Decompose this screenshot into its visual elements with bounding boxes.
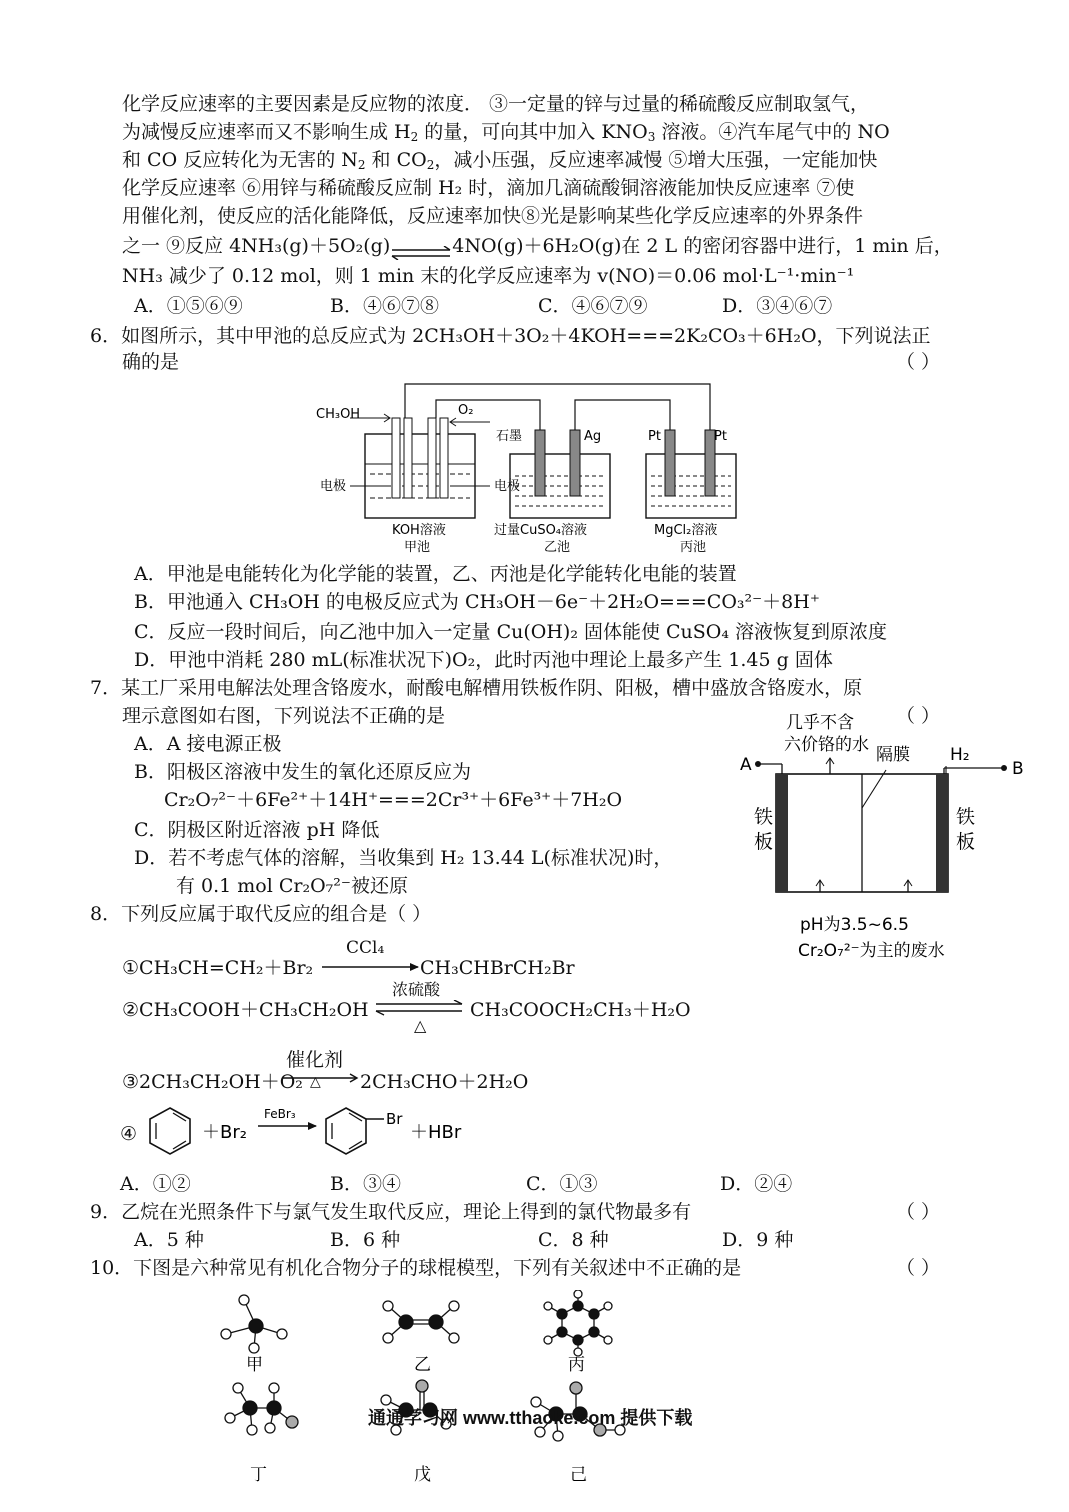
q6-option-d[interactable]: D．甲池中消耗 280 mL(标准状况下)O₂，此时丙池中理论上最多产生 1.45 g 固体 bbox=[134, 649, 833, 671]
q5-line3: 和 CO 反应转化为无害的 $N_2$ 和 $CO_2$，减小压强，反应速率减慢 ⑤增大压强，一定能加快 bbox=[122, 149, 878, 172]
svg-text:铁: 铁 bbox=[956, 806, 976, 828]
svg-text:A: A bbox=[740, 755, 752, 775]
q5-line4: 化学反应速率 ⑥用锌与稀硫酸反应制 H₂ 时，滴加几滴硫酸铜溶液能加快反应速率 ⑦使 bbox=[122, 177, 855, 199]
q6-label-ag: Ag bbox=[584, 429, 602, 444]
q8-reaction3-right: 2CH₃CHO＋2H₂O bbox=[360, 1071, 529, 1093]
svg-text:FeBr₃: FeBr₃ bbox=[264, 1107, 296, 1121]
svg-text:板: 板 bbox=[754, 831, 774, 853]
q5-option-a[interactable]: A．①⑤⑥⑨ bbox=[134, 295, 243, 317]
q6-label-pool2: 乙池 bbox=[544, 540, 571, 555]
q8-reaction1-arrow-icon bbox=[322, 962, 420, 972]
q5-line5: 用催化剂，使反应的活化能降低，反应速率加快⑧光是影响某些化学反应速率的外界条件 bbox=[122, 205, 864, 227]
q6-label-pool3: 丙池 bbox=[680, 540, 707, 555]
q7-stem-line1: 7．某工厂采用电解法处理含铬废水，耐酸电解槽用铁板作阴、阳极，槽中盛放含铬废水，原 bbox=[90, 677, 863, 699]
q6-option-a[interactable]: A．甲池是电能转化为化学能的装置，乙、丙池是化学能转化电能的装置 bbox=[134, 563, 737, 585]
q10-label-bing: 丙 bbox=[568, 1355, 585, 1375]
q7-option-b[interactable]: B．阳极区溶液中发生的氧化还原反应为 bbox=[134, 761, 471, 783]
svg-text:六价铬的水: 六价铬的水 bbox=[784, 735, 869, 755]
q7-stem-line2: 理示意图如右图，下列说法不正确的是 bbox=[122, 705, 446, 727]
q10-molecule-models bbox=[210, 1290, 750, 1490]
q10-label-ding: 丁 bbox=[250, 1465, 267, 1485]
q9-option-a[interactable]: A．5 种 bbox=[134, 1229, 204, 1251]
svg-text:铁: 铁 bbox=[754, 806, 774, 828]
q6-option-c[interactable]: C．反应一段时间后，向乙池中加入一定量 Cu(OH)₂ 固体能使 CuSO₄ 溶液恢复到原浓度 bbox=[134, 621, 888, 643]
q10-label-jia: 甲 bbox=[246, 1355, 263, 1375]
q10-stem: 10．下图是六种常见有机化合物分子的球棍模型，下列有关叙述中不正确的是 bbox=[90, 1257, 742, 1279]
q6-label-electrode-left: 电极 bbox=[320, 479, 347, 494]
q6-label-pt1: Pt bbox=[648, 429, 661, 444]
q6-option-b[interactable]: B．甲池通入 CH₃OH 的电极反应式为 CH₃OH－6e⁻＋2H₂O===CO₃²⁻＋8H⁺ bbox=[134, 591, 820, 613]
q8-reaction2-right: CH₃COOCH₂CH₃＋H₂O bbox=[470, 999, 691, 1021]
q6-label-mgcl2: MgCl₂溶液 bbox=[654, 523, 718, 538]
q7-option-c[interactable]: C．阴极区附近溶液 pH 降低 bbox=[134, 819, 380, 841]
footer-watermark: 通通学习网 www.tthaoke.com 提供下载 bbox=[368, 1408, 693, 1428]
q6-label-pt2: Pt bbox=[714, 429, 727, 444]
q8-reaction4-scheme bbox=[148, 1104, 488, 1168]
q5-line7: NH₃ 减少了 0.12 mol，则 1 min 末的化学反应速率为 v(NO)＝0.06 mol·L⁻¹·min⁻¹ bbox=[122, 265, 855, 287]
q9-option-c[interactable]: C．8 种 bbox=[538, 1229, 609, 1251]
q8-option-c[interactable]: C．①③ bbox=[526, 1173, 598, 1195]
svg-text:＋HBr: ＋HBr bbox=[410, 1122, 462, 1143]
q5-line2: 为减慢反应速率而又不影响生成 $H_2$ 的量，可向其中加入 $KNO_3$ 溶液。④汽车尾气中的 NO bbox=[122, 121, 890, 144]
q6-label-electrode-right: 电极 bbox=[494, 479, 521, 494]
svg-text:几乎不含: 几乎不含 bbox=[786, 713, 854, 733]
q7-answer-paren[interactable]: （ ） bbox=[896, 705, 941, 727]
q9-answer-paren[interactable]: （ ） bbox=[896, 1201, 941, 1223]
q6-stem-line2: 确的是 bbox=[122, 351, 180, 373]
q9-stem: 9．乙烷在光照条件下与氯气发生取代反应，理论上得到的氯代物最多有 bbox=[90, 1201, 692, 1223]
q9-option-b[interactable]: B．6 种 bbox=[330, 1229, 401, 1251]
q6-answer-paren[interactable]: （ ） bbox=[896, 351, 941, 373]
q7-electrolysis-diagram bbox=[736, 708, 1036, 968]
q8-reaction3-cond-top: 催化剂 bbox=[286, 1049, 344, 1071]
svg-text:H₂: H₂ bbox=[950, 745, 970, 765]
q10-label-yi: 乙 bbox=[414, 1355, 431, 1375]
q8-reaction1-cond: CCl₄ bbox=[346, 938, 385, 958]
svg-text:B: B bbox=[1012, 759, 1024, 779]
svg-text:pH为3.5~6.5: pH为3.5~6.5 bbox=[800, 915, 909, 935]
q6-label-koh: KOH溶液 bbox=[392, 523, 446, 538]
q5-option-b[interactable]: B．④⑥⑦⑧ bbox=[330, 295, 439, 317]
q6-label-cuso4: 过量CuSO₄溶液 bbox=[494, 523, 588, 538]
q9-option-d[interactable]: D．9 种 bbox=[722, 1229, 794, 1251]
q8-reaction2-cond-bot: △ bbox=[414, 1016, 427, 1035]
q8-reaction3-left: ③2CH₃CH₂OH＋O₂ bbox=[122, 1071, 303, 1093]
q5-line6: 之一 ⑨反应 4NH₃(g)＋5O₂(g) 4NO(g)＋6H₂O(g)在 2 L 的密闭容器中进行，1 min 后， bbox=[122, 232, 953, 260]
q7-option-a[interactable]: A．A 接电源正极 bbox=[134, 733, 282, 755]
q10-label-wu: 戊 bbox=[414, 1465, 431, 1485]
q7-option-d[interactable]: D．若不考虑气体的溶解，当收集到 H₂ 13.44 L(标准状况)时， bbox=[134, 847, 673, 869]
q8-reaction2-cond-top: 浓硫酸 bbox=[392, 980, 441, 999]
q6-label-pool1: 甲池 bbox=[404, 540, 431, 555]
q10-label-ji: 己 bbox=[570, 1465, 587, 1485]
q5-option-c[interactable]: C．④⑥⑦⑨ bbox=[538, 295, 648, 317]
equilibrium-arrow-icon bbox=[390, 240, 452, 254]
q5-option-d[interactable]: D．③④⑥⑦ bbox=[722, 295, 833, 317]
q8-option-d[interactable]: D．②④ bbox=[720, 1173, 793, 1195]
q8-option-b[interactable]: B．③④ bbox=[330, 1173, 401, 1195]
q5-line1: 化学反应速率的主要因素是反应物的浓度． ③一定量的锌与过量的稀硫酸反应制取氢气， bbox=[122, 93, 870, 115]
q8-option-a[interactable]: A．①② bbox=[120, 1173, 191, 1195]
q8-reaction4-num: ④ bbox=[120, 1123, 138, 1145]
q8-stem: 8．下列反应属于取代反应的组合是（ ） bbox=[90, 903, 432, 925]
q7-option-d-cont: 有 0.1 mol Cr₂O₇²⁻被还原 bbox=[176, 875, 408, 897]
q6-electrochem-diagram bbox=[310, 378, 740, 556]
q8-reaction1-left: ①CH₃CH=CH₂＋Br₂ bbox=[122, 957, 314, 979]
q6-stem-line1: 6．如图所示，其中甲池的总反应式为 2CH₃OH＋3O₂＋4KOH===2K₂CO₃＋6H₂O，下列说法正 bbox=[90, 325, 931, 347]
q10-answer-paren[interactable]: （ ） bbox=[896, 1257, 941, 1279]
q8-reaction1-right: CH₃CHBrCH₂Br bbox=[420, 957, 575, 979]
q6-label-graphite: 石墨 bbox=[496, 429, 523, 444]
svg-text:Cr₂O₇²⁻为主的废水: Cr₂O₇²⁻为主的废水 bbox=[798, 941, 945, 961]
q6-label-ch3oh: CH₃OH bbox=[316, 407, 361, 422]
q8-reaction3-cond-bot: △ bbox=[310, 1074, 321, 1090]
q6-label-o2: O₂ bbox=[458, 403, 474, 418]
svg-text:板: 板 bbox=[956, 831, 976, 853]
q8-reaction2-left: ②CH₃COOH＋CH₃CH₂OH bbox=[122, 999, 369, 1021]
q7-option-b-equation: Cr₂O₇²⁻＋6Fe²⁺＋14H⁺===2Cr³⁺＋6Fe³⁺＋7H₂O bbox=[164, 789, 623, 811]
svg-text:＋Br₂: ＋Br₂ bbox=[202, 1122, 247, 1143]
svg-text:隔膜: 隔膜 bbox=[876, 745, 910, 765]
svg-text:Br: Br bbox=[386, 1110, 403, 1128]
q8-reaction3-arrow-icon bbox=[282, 1072, 360, 1084]
